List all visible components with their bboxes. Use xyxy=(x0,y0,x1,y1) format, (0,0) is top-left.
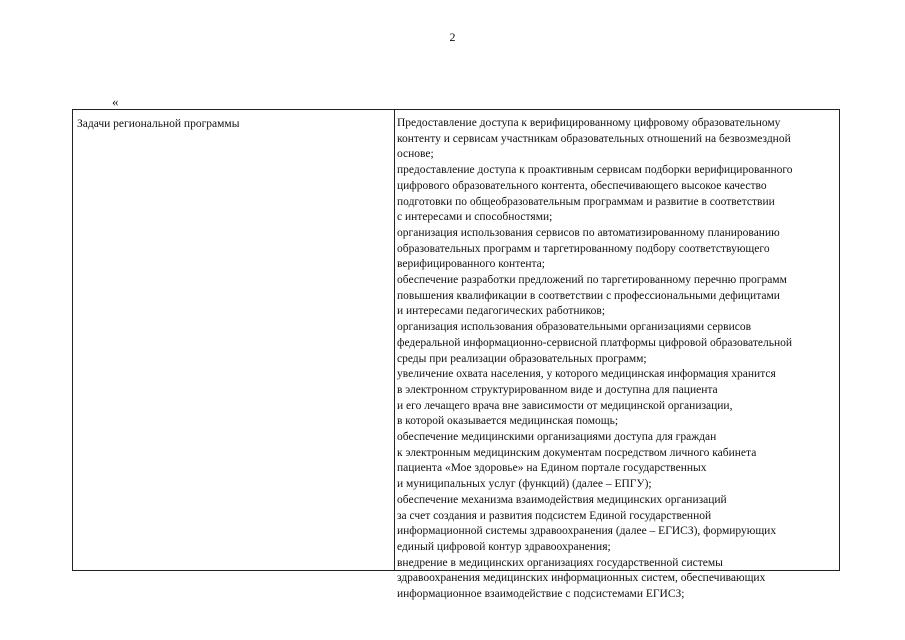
task-text-line: организация использования образовательными организациями сервисов xyxy=(397,321,752,334)
task-text-line: внедрение в медицинских организациях государственной системы xyxy=(397,556,723,569)
task-text-line: единый цифровой контур здравоохранения; xyxy=(397,540,611,553)
task-text-line: и его лечащего врача вне зависимости от медицинской организации, xyxy=(397,399,733,412)
task-text-line: за счет создания и развития подсистем Единой государственной xyxy=(397,509,712,522)
task-text-line: с интересами и способностями; xyxy=(397,211,553,224)
task-text-line: образовательных программ и таргетированному подбору соответствующего xyxy=(397,242,770,255)
task-text-line: здравоохранения медицинских информационных систем, обеспечивающих xyxy=(397,572,766,585)
table-content-cell xyxy=(395,110,839,601)
task-text-line: подготовки по общеобразовательным программам и развитие в соответствии xyxy=(397,195,775,208)
task-text-line: контенту и сервисам участникам образовательных отношений на безвозмездной xyxy=(397,132,791,145)
task-text-line: и муниципальных услуг (функций) (далее – ЕПГУ); xyxy=(397,478,652,491)
task-text-line: повышения квалификации в соответствии с профессиональными дефицитами xyxy=(397,289,780,302)
table-label-cell xyxy=(73,110,395,570)
task-text-line: в электронном структурированном виде и доступна для пациента xyxy=(397,383,718,396)
task-text-line: обеспечение разработки предложений по таргетированному перечню программ xyxy=(397,274,787,287)
task-text-line: и интересами педагогических работников; xyxy=(397,305,606,318)
task-text-line: организация использования сервисов по автоматизированному планированию xyxy=(397,226,780,239)
task-text-line: верифицированного контента; xyxy=(397,258,545,271)
task-text-line: Предоставление доступа к верифицированному цифровому образовательному xyxy=(397,117,781,129)
opening-quote-mark: « xyxy=(112,94,119,109)
task-text-line: в которой оказывается медицинская помощь; xyxy=(397,415,619,428)
task-text-line: информационной системы здравоохранения (далее – ЕГИСЗ), формирующих xyxy=(397,525,777,538)
task-text-line: федеральной информационно-сервисной платформы цифровой образовательной xyxy=(397,336,792,349)
task-text-line: среды при реализации образовательных программ; xyxy=(397,352,647,365)
task-text-line: основе; xyxy=(397,148,434,161)
page-number: 2 xyxy=(449,30,456,44)
regional-program-tasks-label: Задачи региональной программы xyxy=(77,118,240,130)
task-text-line: информационное взаимодействие с подсистемами ЕГИСЗ; xyxy=(397,588,685,601)
task-text-line: обеспечение механизма взаимодействия медицинских организаций xyxy=(397,493,727,506)
task-text-line: увеличение охвата населения, у которого медицинская информация хранится xyxy=(397,368,776,381)
task-text-line: обеспечение медицинскими организациями доступа для граждан xyxy=(397,431,717,444)
task-text-line: предоставление доступа к проактивным сервисам подборки верифицированного xyxy=(397,164,793,177)
task-text-line: цифрового образовательного контента, обеспечивающего высокое качество xyxy=(397,179,767,192)
task-text-line: к электронным медицинским документам посредством личного кабинета xyxy=(397,446,757,459)
task-text-line: пациента «Мое здоровье» на Едином портале государственных xyxy=(397,462,707,475)
tasks-table xyxy=(72,109,840,601)
